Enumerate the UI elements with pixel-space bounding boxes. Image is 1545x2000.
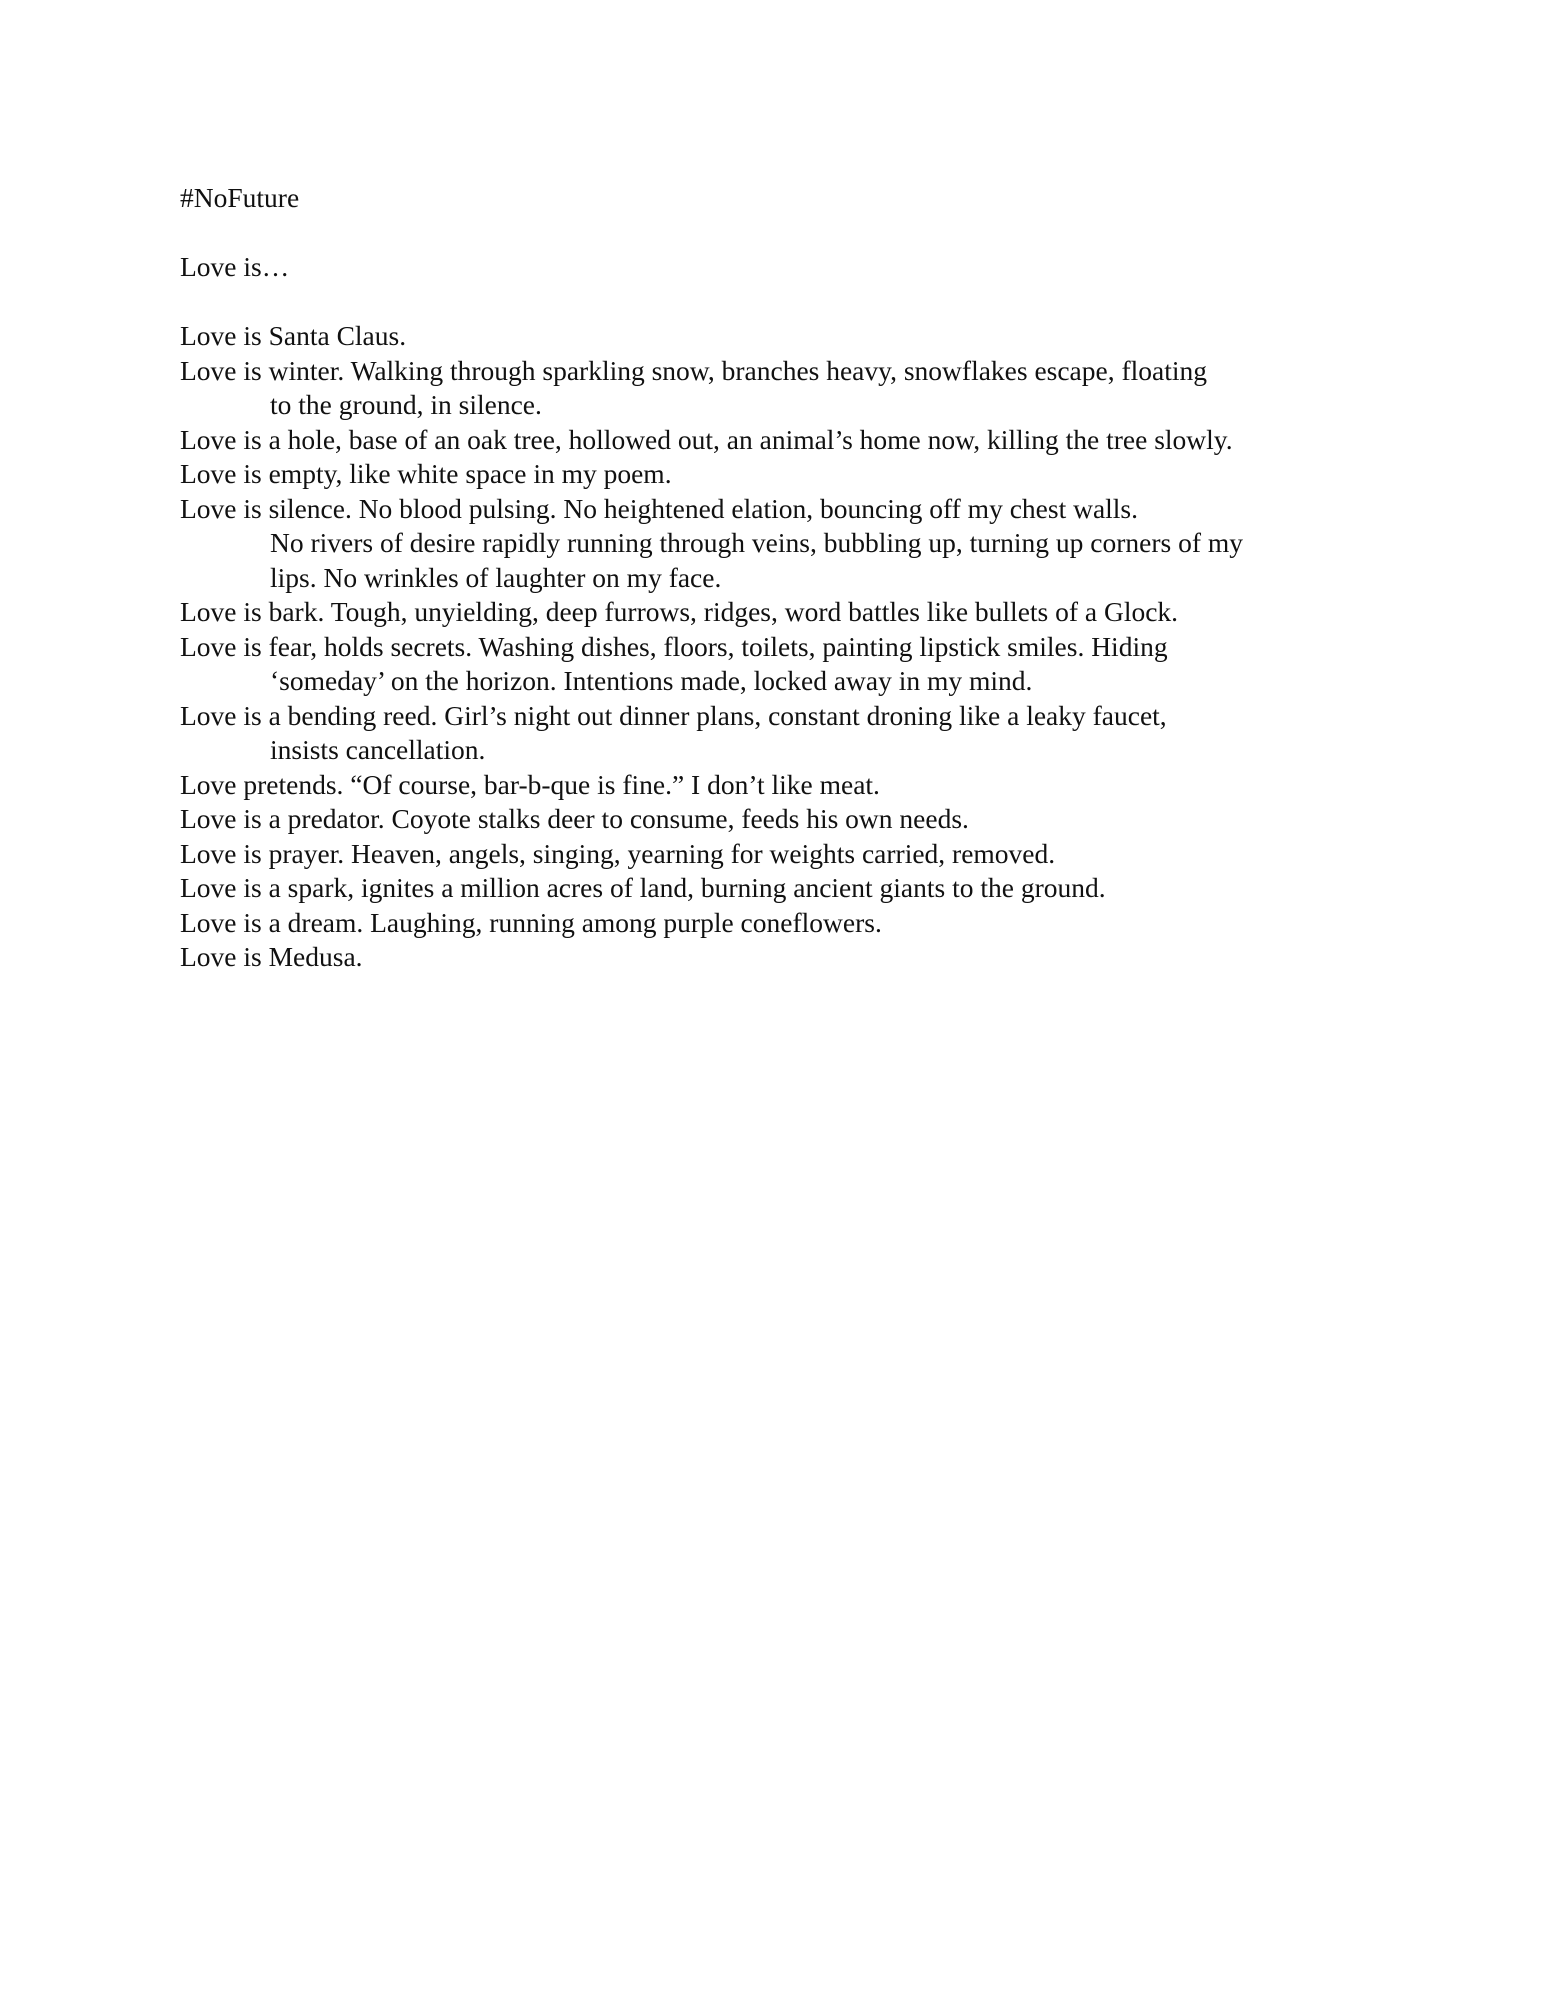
poem-line-text: Love is a bending reed. Girl’s night out dinner plans, constant droning like a leaky faucet, (180, 699, 1167, 731)
poem-line (180, 699, 1360, 768)
poem-line-text: Love is a spark, ignites a million acres of land, burning ancient giants to the ground. (180, 872, 1106, 903)
poem-line (180, 871, 1360, 906)
poem-line-text: Love is fear, holds secrets. Washing dishes, floors, toilets, painting lipstick smiles. Hiding (180, 630, 1168, 662)
poem-title: #NoFuture (180, 182, 300, 213)
poem-line-text: Love is a hole, base of an oak tree, hollowed out, an animal’s home now, killing the tree slowly. (180, 423, 1233, 455)
poem-line (180, 630, 1360, 699)
poem-line-continuation: insists cancellation. (270, 734, 486, 765)
poem-body (180, 181, 1360, 975)
poem-line (180, 595, 1360, 630)
poem-line-text: Love is bark. Tough, unyielding, deep furrows, ridges, word battles like bullets of a Glock. (180, 596, 1179, 627)
poem-line-text: Love is empty, like white space in my poem. (180, 458, 672, 489)
poem-line-continuation: lips. No wrinkles of laughter on my face. (270, 561, 722, 593)
poem-line (180, 319, 1360, 354)
poem-line-text: Love is Medusa. (180, 941, 363, 972)
poem-line-continuation: to the ground, in silence. (270, 389, 542, 420)
poem-subtitle: Love is… (180, 251, 290, 282)
poem-line-continuation: No rivers of desire rapidly running through veins, bubbling up, turning up corners of my (270, 527, 1244, 558)
poem-stanza (180, 319, 1360, 975)
poem-line (180, 457, 1360, 492)
poem-line (180, 906, 1360, 941)
poem-line (180, 768, 1360, 803)
poem-line-text: Love is Santa Claus. (180, 320, 407, 351)
poem-line-text: Love is silence. No blood pulsing. No heightened elation, bouncing off my chest walls. (180, 492, 1139, 524)
poem-line (180, 492, 1360, 596)
poem-line-continuation: ‘someday’ on the horizon. Intentions made, locked away in my mind. (270, 665, 1033, 696)
poem-line-text: Love is a dream. Laughing, running among purple coneflowers. (180, 906, 882, 938)
poem-line-text: Love pretends. “Of course, bar-b-que is fine.” I don’t like meat. (180, 768, 880, 800)
poem-line (180, 354, 1360, 423)
poem-line-text: Love is winter. Walking through sparkling snow, branches heavy, snowflakes escape, floating (180, 354, 1208, 386)
poem-line (180, 423, 1360, 458)
poem-line (180, 940, 1360, 975)
poem-line (180, 837, 1360, 872)
poem-line-text: Love is prayer. Heaven, angels, singing, yearning for weights carried, removed. (180, 837, 1056, 869)
poem-line (180, 802, 1360, 837)
poem-line-text: Love is a predator. Coyote stalks deer to consume, feeds his own needs. (180, 803, 969, 834)
